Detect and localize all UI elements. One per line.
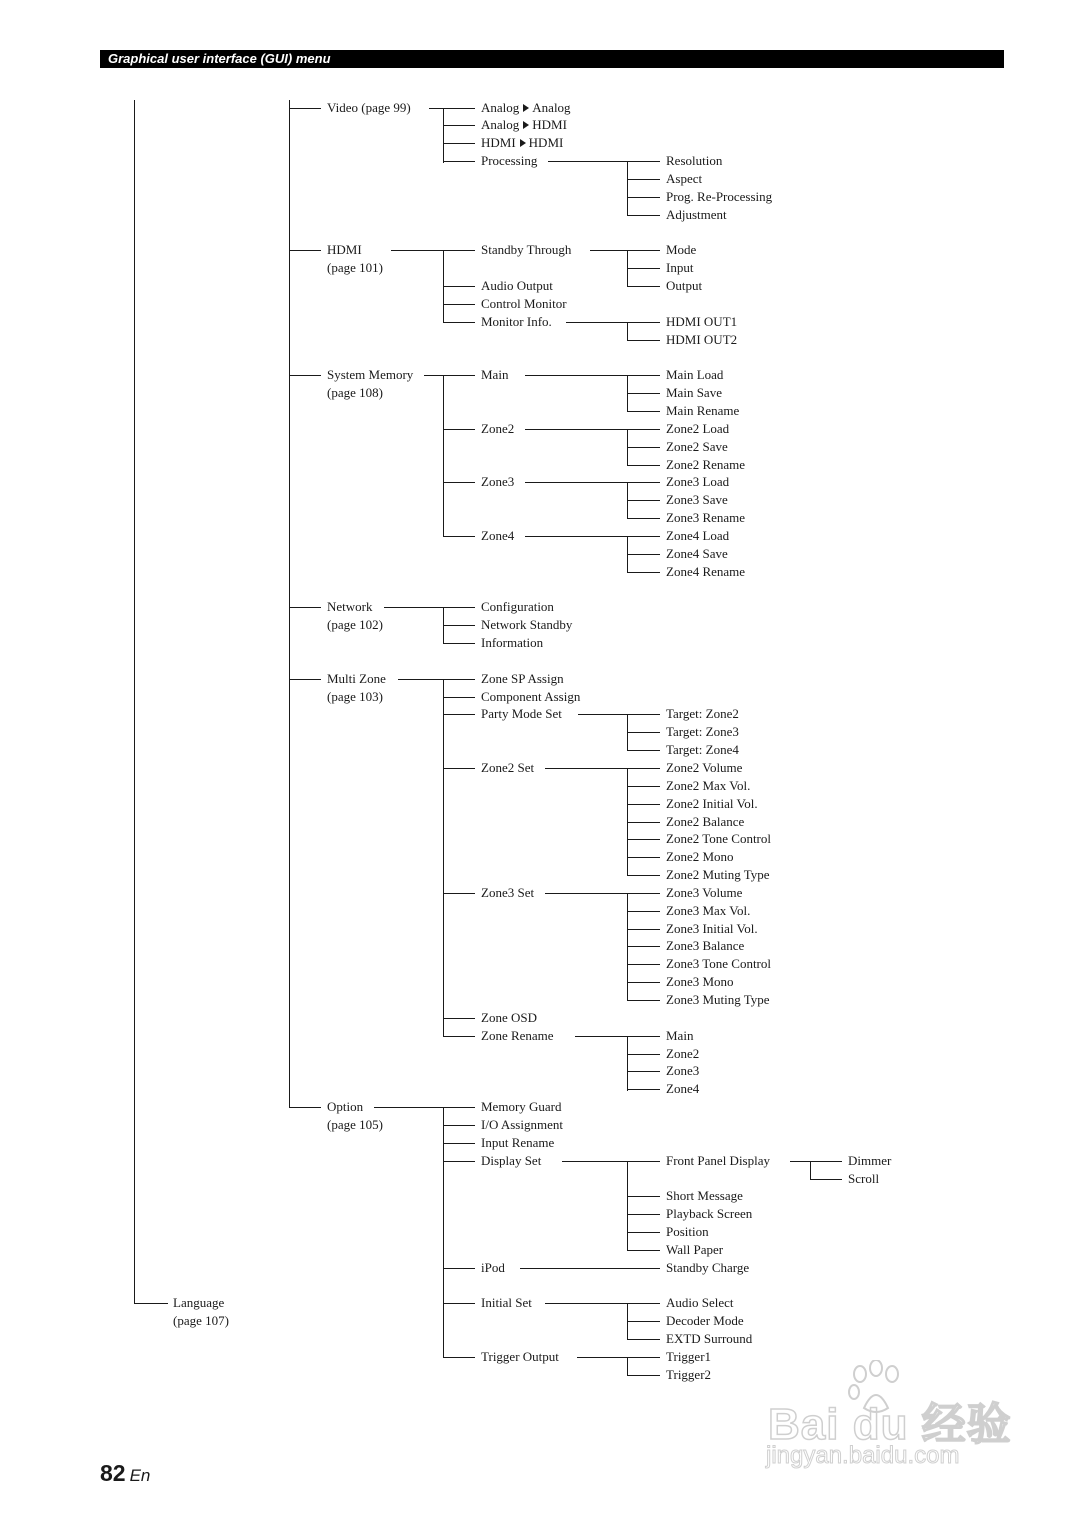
- connector-h: [627, 393, 660, 394]
- connector-h: [627, 1357, 660, 1358]
- menu-item-l2: iPod: [481, 1260, 505, 1275]
- baidu-watermark: [760, 1360, 1020, 1480]
- connector-h: [627, 929, 660, 930]
- menu-item-l2: Zone4: [481, 528, 515, 543]
- connector-v: [627, 1357, 628, 1376]
- connector-h: [443, 697, 475, 698]
- connector-v: [443, 108, 444, 163]
- menu-item-l3: Output: [666, 278, 703, 293]
- menu-item-l3: Zone2 Muting Type: [666, 867, 770, 882]
- menu-item-l3: Zone2 Rename: [666, 457, 746, 472]
- connector-h: [443, 1143, 475, 1144]
- menu-item-l3: Zone4 Save: [666, 546, 728, 561]
- connector-h: [627, 250, 660, 251]
- connector-h: [443, 125, 475, 126]
- connector-h: [627, 732, 660, 733]
- menu-item-l3: Zone3 Save: [666, 492, 728, 507]
- menu-item-l3: Zone3 Mono: [666, 974, 734, 989]
- connector-v: [443, 1107, 444, 1358]
- connector-h: [627, 1214, 660, 1215]
- connector-v: [627, 893, 628, 1001]
- menu-item-l3: Zone3 Tone Control: [666, 956, 772, 971]
- menu-item-l3: Main Load: [666, 367, 724, 382]
- menu-item-l1: Multi Zone: [327, 671, 386, 686]
- menu-item-l2: Monitor Info.: [481, 314, 552, 329]
- menu-item-l3: Aspect: [666, 171, 703, 186]
- connector-h: [627, 518, 660, 519]
- connector-h: [627, 1071, 660, 1072]
- menu-item-l2: Zone SP Assign: [481, 671, 564, 686]
- connector-h: [627, 1232, 660, 1233]
- menu-item-l3: Zone2 Initial Vol.: [666, 796, 758, 811]
- connector-h: [627, 1303, 660, 1304]
- page-reference: (page 108): [327, 385, 383, 400]
- menu-item-l1: Option: [327, 1099, 364, 1114]
- connector-h: [627, 500, 660, 501]
- connector-h: [443, 286, 475, 287]
- connector-h: [443, 1161, 475, 1162]
- connector-h: [289, 1107, 321, 1108]
- menu-item-l3: Input: [666, 260, 694, 275]
- connector-h: [627, 839, 660, 840]
- connector-h: [443, 1107, 475, 1108]
- page-reference: (page 103): [327, 689, 383, 704]
- menu-item-l3: Zone2 Volume: [666, 760, 743, 775]
- connector-h: [443, 714, 475, 715]
- connector-h: [627, 786, 660, 787]
- menu-item-l3: Zone3 Muting Type: [666, 992, 770, 1007]
- connector-h: [289, 679, 321, 680]
- menu-item-l2: Trigger Output: [481, 1349, 559, 1364]
- connector-h: [627, 1161, 660, 1162]
- menu-item-l3: Zone3 Rename: [666, 510, 746, 525]
- menu-item-l3: Main: [666, 1028, 694, 1043]
- connector-h: [627, 768, 660, 769]
- menu-item-l3: EXTD Surround: [666, 1331, 753, 1346]
- connector-h: [627, 1000, 660, 1001]
- connector-h: [443, 375, 475, 376]
- connector-h: [627, 1036, 660, 1037]
- header-title: Graphical user interface (GUI) menu: [108, 51, 331, 66]
- connector-h: [289, 375, 321, 376]
- menu-item-l3: Main Save: [666, 385, 722, 400]
- menu-item-l1: System Memory: [327, 367, 414, 382]
- page-reference: (page 102): [327, 617, 383, 632]
- connector-h: [627, 1250, 660, 1251]
- menu-item-l3: Zone3 Balance: [666, 938, 745, 953]
- connector-h: [627, 1089, 660, 1090]
- menu-item-l2: Processing: [481, 153, 538, 168]
- connector-h: [443, 482, 475, 483]
- connector-h: [443, 679, 475, 680]
- connector-h: [627, 179, 660, 180]
- menu-item-l3: Zone2: [666, 1046, 700, 1061]
- connector-v: [443, 679, 444, 1037]
- menu-item-l2: Zone OSD: [481, 1010, 537, 1025]
- connector-h: [443, 607, 475, 608]
- menu-item-l3: Zone4: [666, 1081, 700, 1096]
- connector-h: [627, 857, 660, 858]
- menu-item-l3: Trigger2: [666, 1367, 712, 1382]
- menu-item-l4: Scroll: [848, 1171, 880, 1186]
- connector-h: [443, 1303, 475, 1304]
- connector-v: [289, 100, 290, 1108]
- menu-item-l3: Target: Zone3: [666, 724, 739, 739]
- connector-h: [289, 607, 321, 608]
- menu-item-l2: Input Rename: [481, 1135, 555, 1150]
- connector-h: [443, 1018, 475, 1019]
- connector-v: [627, 322, 628, 341]
- menu-item-l3: Playback Screen: [666, 1206, 753, 1221]
- menu-item-l2: Control Monitor: [481, 296, 567, 311]
- connector-h: [627, 536, 660, 537]
- menu-item-l3: Resolution: [666, 153, 723, 168]
- connector-v: [627, 1036, 628, 1091]
- connector-h: [443, 1125, 475, 1126]
- menu-item-l1: Network: [327, 599, 373, 614]
- signal-destination: Analog: [532, 100, 571, 115]
- connector-h: [443, 143, 475, 144]
- menu-item-l2: Party Mode Set: [481, 706, 562, 721]
- menu-item-l2: Display Set: [481, 1153, 542, 1168]
- connector-h: [627, 215, 660, 216]
- connector-h: [810, 1161, 842, 1162]
- menu-item-l2: Memory Guard: [481, 1099, 562, 1114]
- connector-h: [627, 750, 660, 751]
- menu-item-l3: Zone2 Save: [666, 439, 728, 454]
- menu-item-l3: Target: Zone4: [666, 742, 739, 757]
- arrow-right-icon: [523, 121, 529, 129]
- menu-item-l1: HDMI: [327, 242, 362, 257]
- menu-item-l3: Trigger1: [666, 1349, 712, 1364]
- menu-item-l2: Network Standby: [481, 617, 573, 632]
- connector-h: [627, 946, 660, 947]
- connector-h: [627, 875, 660, 876]
- menu-item-language: Language: [173, 1295, 225, 1310]
- connector-h: [627, 340, 660, 341]
- signal-source: Analog: [481, 117, 520, 132]
- connector-h: [443, 161, 475, 162]
- connector-h: [627, 286, 660, 287]
- connector-v: [134, 100, 135, 1304]
- connector-v: [627, 1161, 628, 1251]
- signal-source: HDMI: [481, 135, 516, 150]
- menu-item-l3: Zone3 Max Vol.: [666, 903, 751, 918]
- menu-item-l3: Zone3 Load: [666, 474, 730, 489]
- connector-h: [289, 108, 321, 109]
- connector-h: [627, 572, 660, 573]
- connector-v: [627, 161, 628, 216]
- connector-h: [627, 268, 660, 269]
- menu-item-l3: Zone3: [666, 1063, 700, 1078]
- connector-h: [627, 197, 660, 198]
- menu-item-l3: Standby Charge: [666, 1260, 750, 1275]
- menu-item-l2: Zone3: [481, 474, 515, 489]
- connector-h: [627, 447, 660, 448]
- menu-item-l2: [481, 117, 567, 133]
- watermark-logo-text: Bai du 经验: [768, 1400, 1012, 1449]
- menu-item-l3: Zone2 Max Vol.: [666, 778, 751, 793]
- connector-h: [627, 375, 660, 376]
- connector-v: [443, 375, 444, 537]
- connector-h: [627, 822, 660, 823]
- connector-h: [627, 1054, 660, 1055]
- menu-item-l2: I/O Assignment: [481, 1117, 563, 1132]
- connector-h: [627, 161, 660, 162]
- menu-item-l3: Position: [666, 1224, 709, 1239]
- menu-item-l3: Front Panel Display: [666, 1153, 770, 1168]
- menu-item-l2: Zone Rename: [481, 1028, 554, 1043]
- connector-h: [443, 625, 475, 626]
- page-language: En: [129, 1466, 151, 1485]
- connector-h: [627, 911, 660, 912]
- arrow-right-icon: [523, 104, 529, 112]
- page-number-value: 82: [100, 1460, 126, 1486]
- connector-h: [627, 964, 660, 965]
- menu-item-l3: HDMI OUT1: [666, 314, 738, 329]
- menu-item-l2: [481, 100, 571, 116]
- connector-h: [443, 768, 475, 769]
- connector-v: [810, 1161, 811, 1180]
- page-reference: (page 107): [173, 1313, 229, 1328]
- menu-item-l3: HDMI OUT2: [666, 332, 738, 347]
- connector-h: [443, 429, 475, 430]
- connector-h: [627, 714, 660, 715]
- connector-h: [443, 536, 475, 537]
- menu-item-l3: Zone2 Load: [666, 421, 730, 436]
- connector-h: [627, 1196, 660, 1197]
- connector-h: [443, 322, 475, 323]
- menu-item-l2: Zone2: [481, 421, 515, 436]
- arrow-right-icon: [520, 139, 526, 147]
- connector-h: [443, 643, 475, 644]
- menu-item-l2: Standby Through: [481, 242, 572, 257]
- connector-h: [627, 482, 660, 483]
- connector-h: [627, 982, 660, 983]
- connector-h: [627, 465, 660, 466]
- connector-h: [627, 1339, 660, 1340]
- menu-item-l2: [481, 135, 563, 151]
- menu-item-l2: Initial Set: [481, 1295, 532, 1310]
- signal-destination: HDMI: [528, 135, 564, 150]
- menu-item-l3: Zone2 Balance: [666, 814, 745, 829]
- page-reference: (page 101): [327, 260, 383, 275]
- connector-h: [443, 1357, 475, 1358]
- menu-item-l3: Zone2 Tone Control: [666, 831, 772, 846]
- connector-h: [627, 554, 660, 555]
- menu-item-l3: Target: Zone2: [666, 706, 739, 721]
- connector-h: [443, 1268, 475, 1269]
- connector-h: [134, 1303, 168, 1304]
- menu-item-l3: Main Rename: [666, 403, 740, 418]
- connector-h: [443, 250, 475, 251]
- connector-h: [627, 429, 660, 430]
- menu-item-l2: Information: [481, 635, 544, 650]
- menu-item-l2: Zone3 Set: [481, 885, 535, 900]
- connector-h: [627, 1375, 660, 1376]
- menu-item-l3: Zone4 Load: [666, 528, 730, 543]
- menu-item-l3: Zone2 Mono: [666, 849, 734, 864]
- menu-item-l3: Audio Select: [666, 1295, 734, 1310]
- connector-h: [627, 322, 660, 323]
- connector-h: [627, 411, 660, 412]
- signal-destination: HDMI: [532, 117, 567, 132]
- connector-h: [627, 1268, 660, 1269]
- menu-item-l3: Decoder Mode: [666, 1313, 744, 1328]
- menu-item-l3: Prog. Re-Processing: [666, 189, 773, 204]
- menu-item-l2: Zone2 Set: [481, 760, 535, 775]
- menu-item-l3: Wall Paper: [666, 1242, 724, 1257]
- menu-item-l2: Audio Output: [481, 278, 553, 293]
- menu-item-l3: Zone4 Rename: [666, 564, 746, 579]
- connector-h: [289, 250, 321, 251]
- menu-item-l3: Zone3 Initial Vol.: [666, 921, 758, 936]
- menu-item-l2: Main: [481, 367, 509, 382]
- menu-item-l1: Video (page 99): [327, 100, 411, 115]
- connector-h: [627, 804, 660, 805]
- menu-item-l3: Short Message: [666, 1188, 743, 1203]
- menu-item-l3: Mode: [666, 242, 697, 257]
- menu-item-l4: Dimmer: [848, 1153, 892, 1168]
- connector-h: [627, 1321, 660, 1322]
- page-reference: (page 105): [327, 1117, 383, 1132]
- connector-h: [443, 304, 475, 305]
- connector-h: [810, 1179, 842, 1180]
- menu-item-l3: Zone3 Volume: [666, 885, 743, 900]
- menu-item-l3: Adjustment: [666, 207, 727, 222]
- connector-h: [627, 893, 660, 894]
- menu-item-l2: Component Assign: [481, 689, 581, 704]
- connector-h: [443, 108, 475, 109]
- menu-item-l2: Configuration: [481, 599, 554, 614]
- connector-h: [443, 1036, 475, 1037]
- connector-h: [443, 893, 475, 894]
- watermark-url: jingyan.baidu.com: [766, 1442, 960, 1469]
- page-number: [100, 1460, 150, 1487]
- signal-source: Analog: [481, 100, 520, 115]
